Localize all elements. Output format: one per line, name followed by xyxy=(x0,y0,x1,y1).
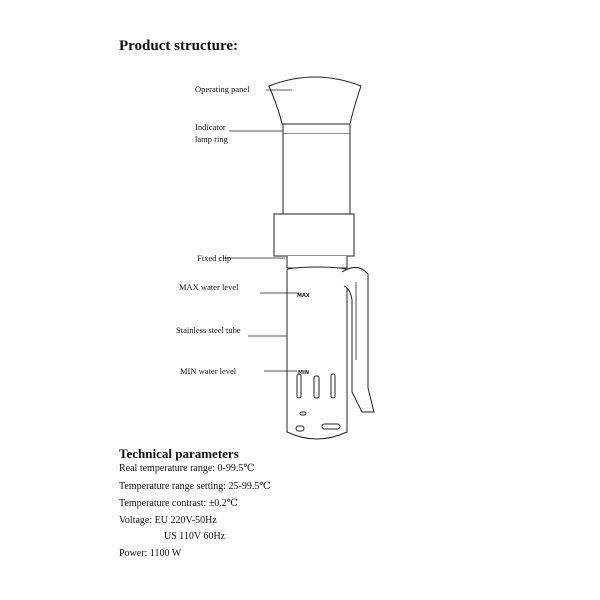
indicator-ring-shape xyxy=(283,124,350,134)
collar-shape xyxy=(274,214,354,256)
param-voltage-us: US 110V 60Hz xyxy=(164,531,226,542)
operating-panel-shape xyxy=(269,77,361,124)
tube-min-mark: MIN xyxy=(298,370,310,376)
label-indicator-line1: Indicator xyxy=(195,122,226,132)
label-min-water-level: MIN water level xyxy=(180,366,237,376)
param-voltage-eu: Voltage: EU 220V-50Hz xyxy=(119,515,217,526)
technical-parameters-heading: Technical parameters xyxy=(119,446,239,461)
label-operating-panel: Operating panel xyxy=(195,84,250,94)
label-stainless-steel-tube: Stainless steel tube xyxy=(176,325,241,335)
param-real-temperature-range: Real temperature range: 0-99.5℃ xyxy=(119,463,255,474)
param-power: Power: 1100 W xyxy=(119,548,182,559)
label-fixed-clip: Fixed clip xyxy=(197,253,232,263)
steel-tube-shape xyxy=(287,270,347,439)
label-indicator-line2: lamp ring xyxy=(195,134,228,144)
param-temperature-contrast: Temperature contrast: ±0.2℃ xyxy=(119,498,238,509)
label-max-water-level: MAX water level xyxy=(179,282,239,292)
upper-body-shape xyxy=(283,134,350,214)
product-structure-heading: Product structure: xyxy=(119,38,239,54)
param-temperature-range-setting: Temperature range setting: 25-99.5℃ xyxy=(119,481,271,492)
tube-max-mark: MAX xyxy=(297,293,310,299)
